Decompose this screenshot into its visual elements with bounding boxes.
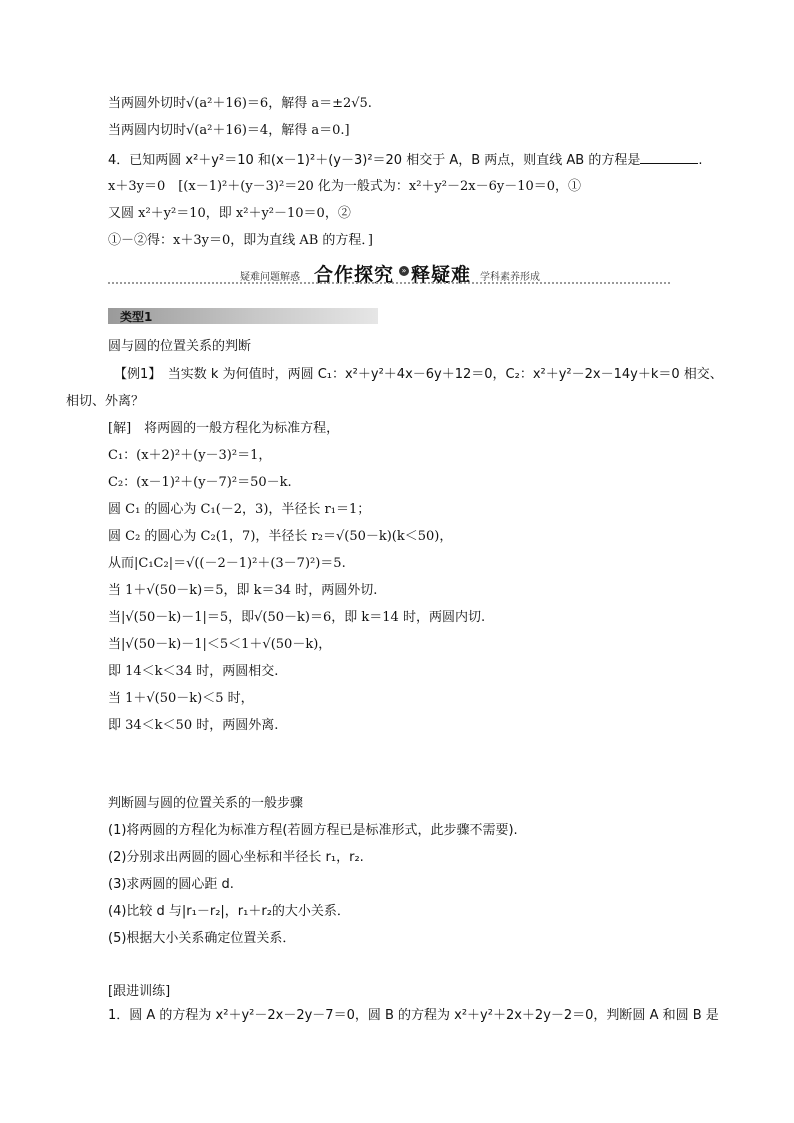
banner-divider (108, 282, 670, 284)
solution-line: 当|√(50－k)－1|＝5，即√(50－k)＝6，即 k＝14 时，两圆内切. (108, 610, 486, 625)
step-item: (1)将两圆的方程化为标准方程(若圆方程已是标准形式，此步骤不需要). (108, 823, 518, 838)
solution-line: C₁：(x＋2)²＋(y－3)²＝1， (108, 448, 272, 463)
banner-right-caption: 学科素养形成 (480, 272, 540, 283)
text-line: 当两圆外切时√(a²＋16)＝6，解得 a＝±2√5. (108, 96, 372, 111)
solution-line: 圆 C₁ 的圆心为 C₁(－2，3)，半径长 r₁＝1； (108, 502, 371, 517)
solution-line: C₂：(x－1)²＋(y－7)²＝50－k. (108, 475, 292, 490)
banner-title-b: 释疑难 (411, 264, 472, 286)
solution-line: 当 1＋√(50－k)＜5 时， (108, 691, 254, 706)
text-line: 又圆 x²＋y²＝10，即 x²＋y²－10＝0，② (108, 206, 351, 221)
steps-title: 判断圆与圆的位置关系的一般步骤 (108, 796, 304, 811)
text-line: ①－②得：x＋3y＝0，即为直线 AB 的方程．] (108, 233, 373, 248)
step-item: (4)比较 d 与|r₁－r₂|，r₁＋r₂的大小关系． (108, 904, 350, 919)
solution-line: 即 14＜k＜34 时，两圆相交. (108, 664, 279, 679)
step-item: (5)根据大小关系确定位置关系． (108, 931, 296, 946)
question-4-text: 4．已知两圆 x²＋y²＝10 和(x－1)²＋(y－3)²＝20 相交于 A，B 两点，则直线 AB 的方程是 (108, 153, 641, 168)
type-label-bar (108, 308, 378, 324)
solution-line: 即 34＜k＜50 时，两圆外离. (108, 718, 279, 733)
section-banner (108, 260, 670, 288)
practice-question-1: 1．圆 A 的方程为 x²＋y²－2x－2y－7＝0，圆 B 的方程为 x²＋y²＋2x＋2y－2＝0，判断圆 A 和圆 B 是 (108, 1008, 719, 1023)
question-4 (108, 151, 703, 169)
solution-line: [解] 将两圆的一般方程化为标准方程， (108, 421, 340, 436)
type-label: 类型1 (120, 310, 153, 324)
banner-arrow-icon: » (399, 266, 409, 276)
banner-title-a: 合作探究 (314, 264, 395, 286)
banner-left-caption: 疑难问题解惑 (240, 272, 300, 283)
solution-line: 当 1＋√(50－k)＝5，即 k＝34 时，两圆外切. (108, 583, 378, 598)
example-text: 【例1】 当实数 k 为何值时，两圆 C₁：x²＋y²＋4x－6y＋12＝0，C₂：x²＋y²－2x－14y＋k＝0 相交、 (114, 367, 723, 382)
section-title: 圆与圆的位置关系的判断 (108, 339, 252, 354)
example-text: 相切、外离？ (66, 394, 145, 409)
text-line: 当两圆内切时√(a²＋16)＝4，解得 a＝0.] (108, 123, 350, 138)
practice-heading: [跟进训练] (108, 984, 171, 999)
answer-blank (640, 151, 698, 164)
text-line: x＋3y＝0 [(x－1)²＋(y－3)²＝20 化为一般式为：x²＋y²－2x－6y－10＝0，① (108, 179, 582, 194)
step-item: (3)求两圆的圆心距 d. (108, 877, 234, 892)
solution-line: 当|√(50－k)－1|＜5＜1＋√(50－k)， (108, 637, 332, 652)
question-4-end: . (698, 153, 703, 168)
solution-line: 圆 C₂ 的圆心为 C₂(1，7)，半径长 r₂＝√(50－k)(k＜50)， (108, 529, 453, 544)
step-item: (2)分别求出两圆的圆心坐标和半径长 r₁，r₂. (108, 850, 364, 865)
solution-line: 从而|C₁C₂|＝√((－2－1)²＋(3－7)²)＝5. (108, 556, 346, 571)
